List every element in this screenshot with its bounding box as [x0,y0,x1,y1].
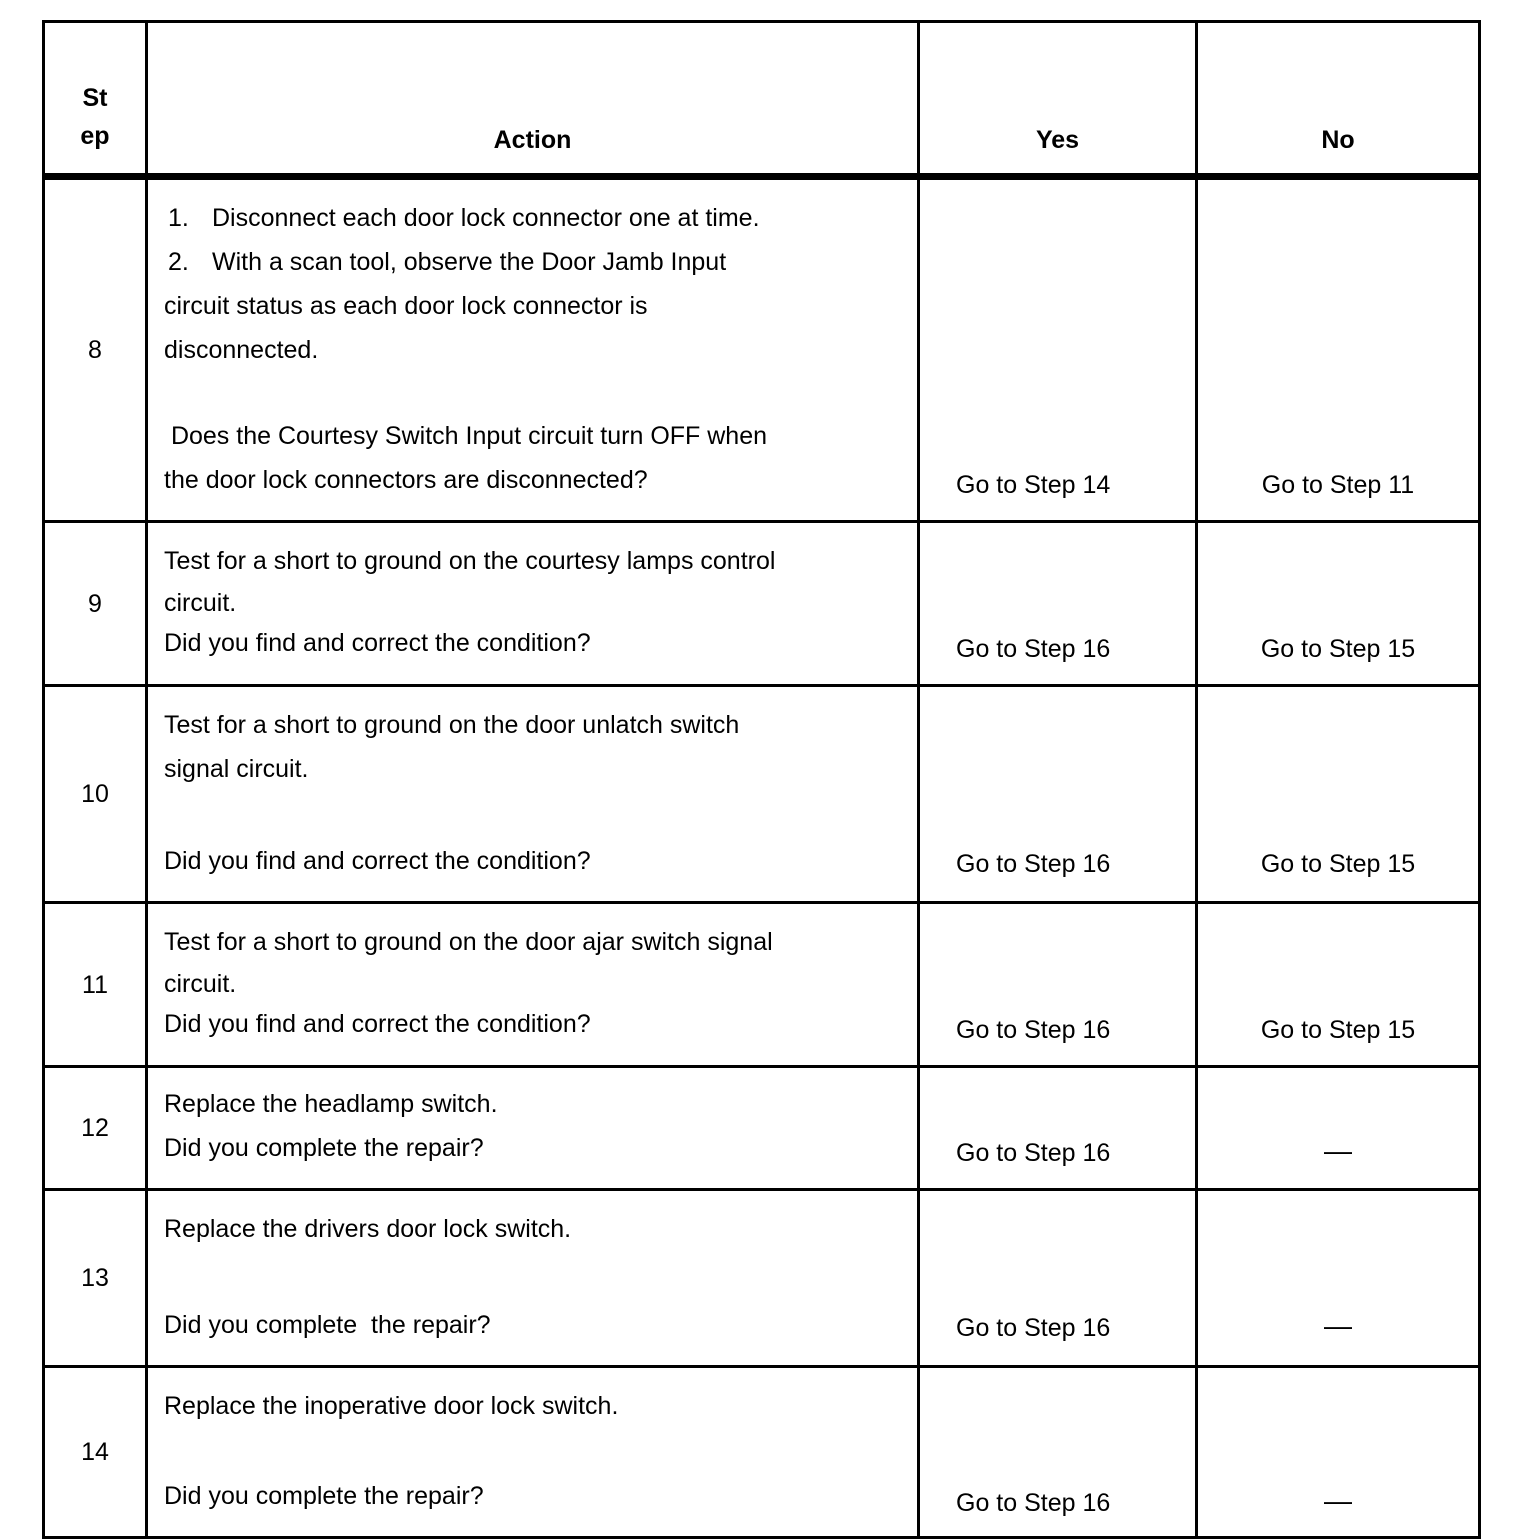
action-text: Test for a short to ground on the door unlatch switch [164,711,740,739]
no-result: — [1197,1367,1480,1538]
action-question: Did you find and correct the condition? [164,847,591,875]
step-number: 9 [44,522,147,686]
action-question: Did you find and correct the condition? [164,629,591,657]
action-cell [147,1367,919,1538]
yes-result: Go to Step 16 [919,1067,1197,1190]
yes-result: Go to Step 14 [919,177,1197,522]
action-text: Replace the headlamp switch. [164,1090,498,1118]
step-number: 12 [44,1067,147,1190]
action-column-header: Action [147,22,919,177]
action-cell [147,1067,919,1190]
no-column-header: No [1197,22,1480,177]
list-text: With a scan tool, observe the Door Jamb Input [212,248,727,276]
no-result: — [1197,1067,1480,1190]
step-header-line-2: ep [80,122,110,150]
step-header-line-1: St [82,84,108,112]
yes-column-header: Yes [919,22,1197,177]
action-cell [147,522,919,686]
action-question: Does the Courtesy Switch Input circuit turn OFF when [164,422,768,450]
action-cell [147,1190,919,1367]
action-text: signal circuit. [164,755,309,783]
action-text: Test for a short to ground on the courtesy lamps control [164,547,776,575]
table-row [44,903,1480,1067]
list-number: 1. [168,204,189,232]
action-cell [147,177,919,522]
action-question: Did you complete the repair? [164,1311,491,1339]
header-row [44,22,1480,177]
no-result: Go to Step 15 [1197,522,1480,686]
action-text: circuit. [164,589,237,617]
yes-result: Go to Step 16 [919,1190,1197,1367]
table-row [44,522,1480,686]
table-row [44,177,1480,522]
step-number: 14 [44,1367,147,1538]
action-list-item [164,196,903,240]
table-row [44,1190,1480,1367]
no-result: Go to Step 15 [1197,903,1480,1067]
list-number: 2. [168,248,189,276]
action-text: circuit. [164,970,237,998]
diagnostic-table [42,20,1481,1539]
table-row [44,1067,1480,1190]
step-number: 13 [44,1190,147,1367]
action-question: Did you complete the repair? [164,1134,484,1162]
action-text: Replace the inoperative door lock switch. [164,1392,619,1420]
yes-result: Go to Step 16 [919,903,1197,1067]
action-text: Replace the drivers door lock switch. [164,1215,572,1243]
action-question: Did you find and correct the condition? [164,1010,591,1038]
step-number: 10 [44,686,147,903]
yes-result: Go to Step 16 [919,686,1197,903]
step-number: 11 [44,903,147,1067]
action-text: circuit status as each door lock connector is [164,292,648,320]
table-row [44,1367,1480,1538]
action-text: disconnected. [164,336,319,364]
action-text: Test for a short to ground on the door ajar switch signal [164,928,773,956]
no-result: Go to Step 11 [1197,177,1480,522]
action-cell [147,686,919,903]
no-result: — [1197,1190,1480,1367]
action-question: the door lock connectors are disconnected? [164,466,648,494]
yes-result: Go to Step 16 [919,522,1197,686]
no-result: Go to Step 15 [1197,686,1480,903]
step-number: 8 [44,177,147,522]
step-column-header [44,22,147,177]
action-list-item [164,240,903,284]
table-row [44,686,1480,903]
list-text: Disconnect each door lock connector one at time. [212,204,760,232]
action-question: Did you complete the repair? [164,1482,484,1510]
yes-result: Go to Step 16 [919,1367,1197,1538]
action-cell [147,903,919,1067]
